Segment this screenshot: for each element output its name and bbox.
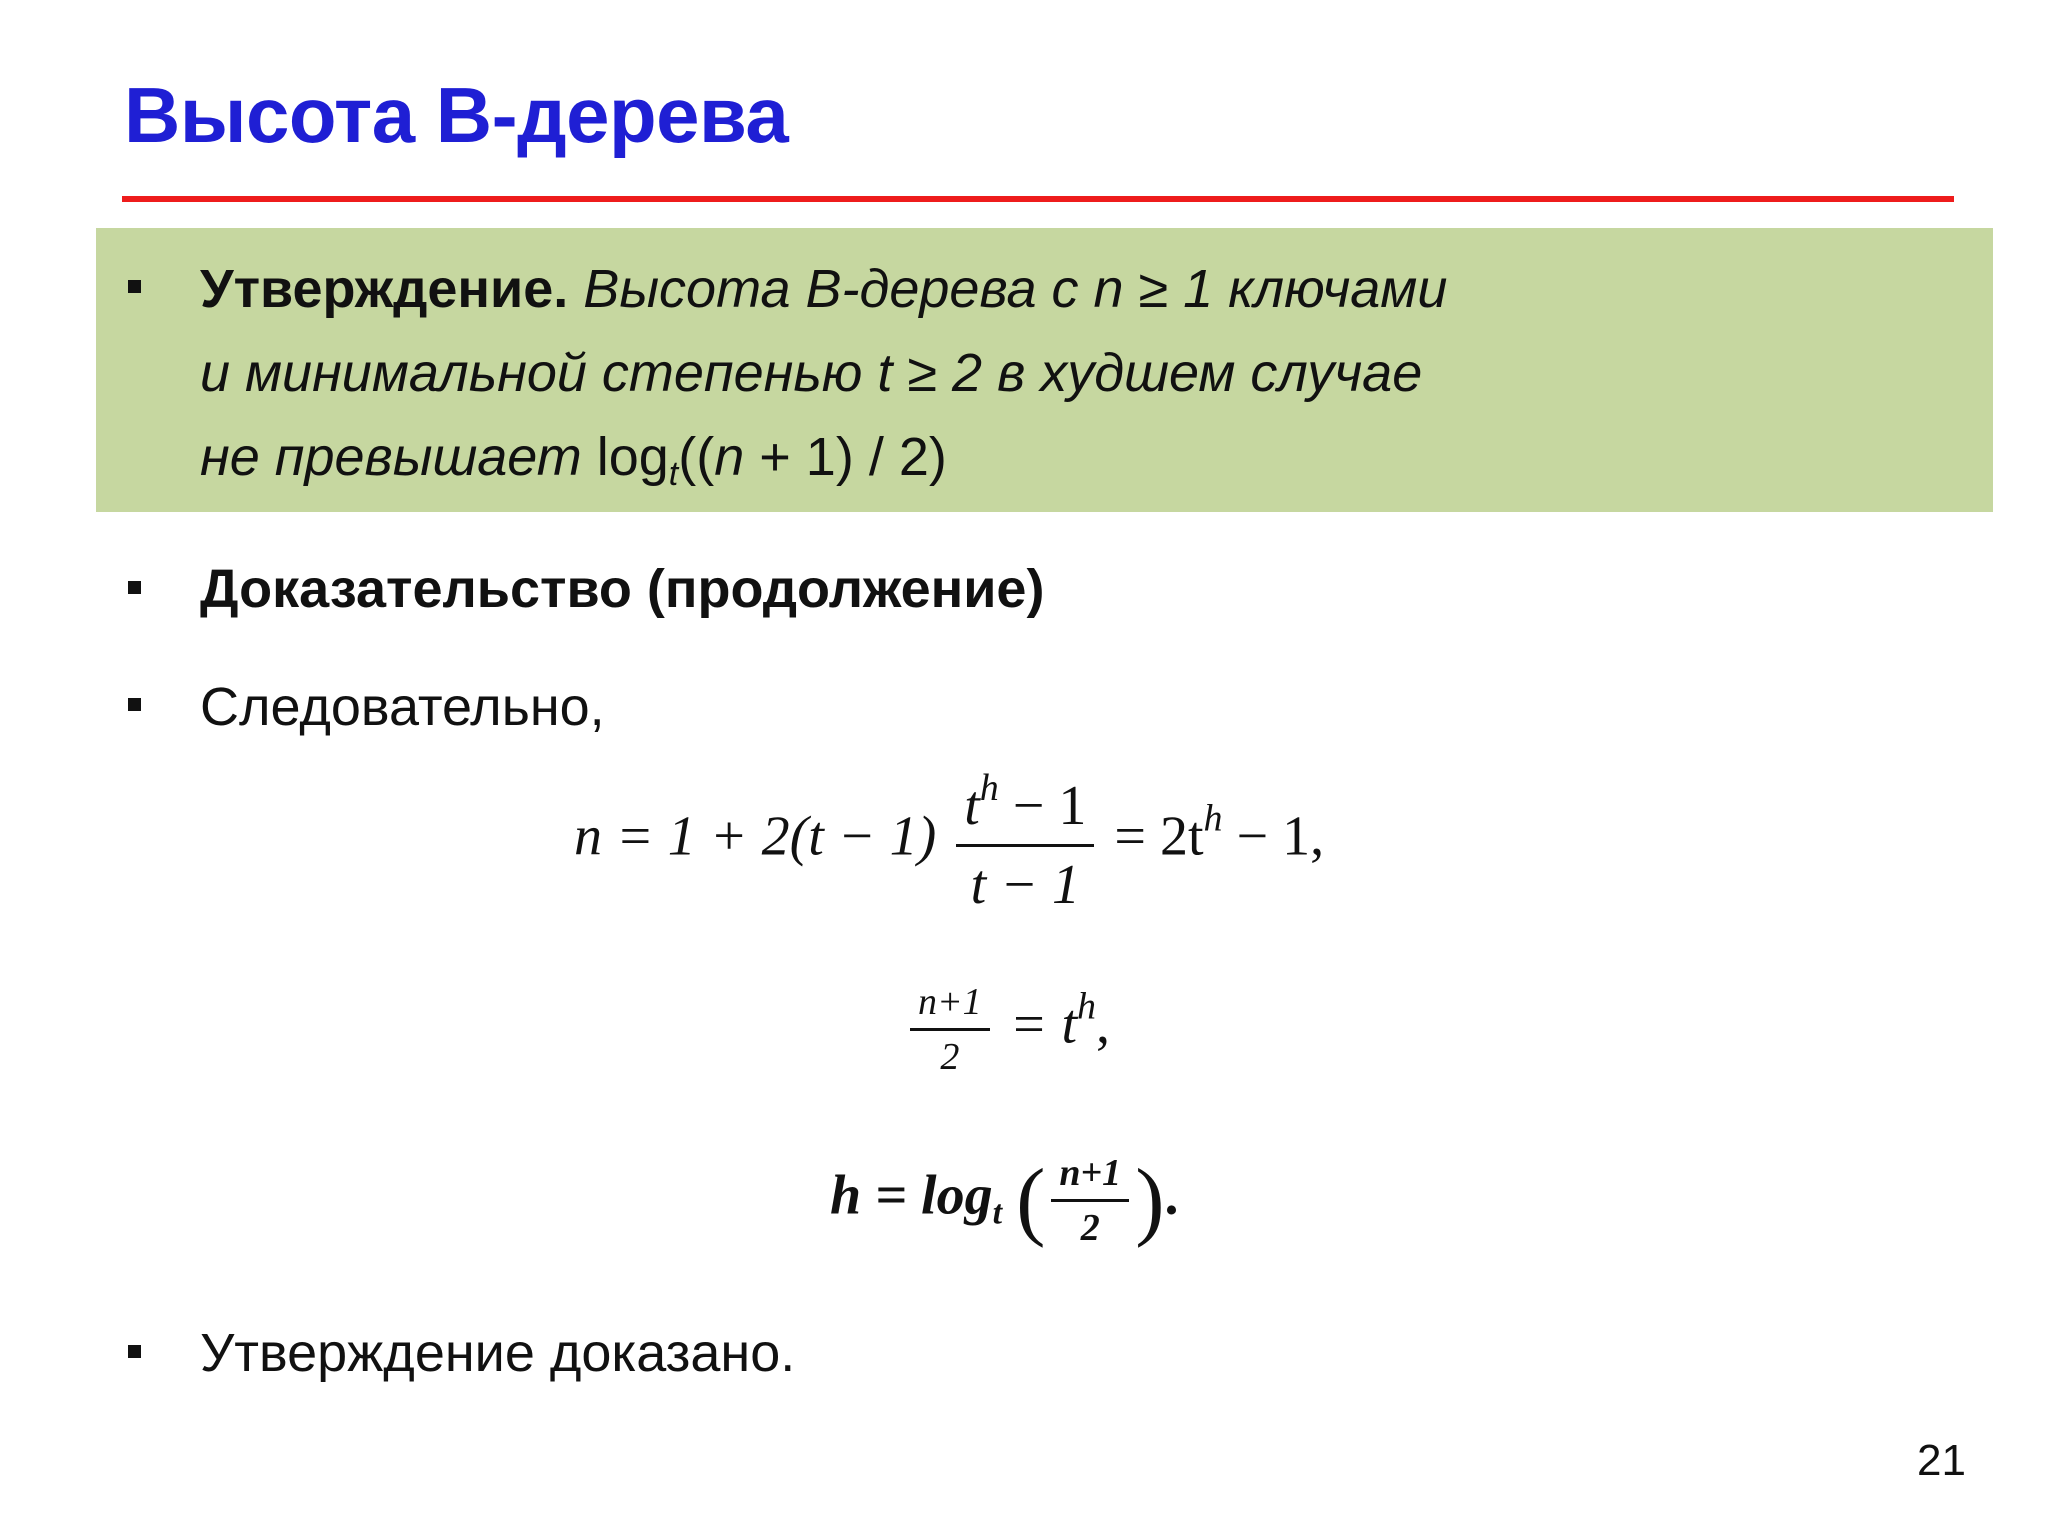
eq3-fraction (1051, 1151, 1129, 1250)
eq3-numerator: n+1 (1059, 1152, 1122, 1194)
equation-2 (904, 980, 1110, 1079)
bullet-icon (128, 1345, 141, 1358)
fraction-bar (1051, 1199, 1129, 1202)
eq1-numerator (956, 766, 1094, 838)
eq1-rhs-tail: − 1, (1222, 805, 1325, 868)
theorem-text-3: не превышает (200, 427, 582, 487)
eq1-num-base: t (964, 775, 980, 837)
eq1-fraction (956, 766, 1094, 917)
theorem-line-3 (200, 427, 947, 493)
theorem-open: (( (678, 427, 715, 487)
therefore-text: Следовательно, (200, 677, 605, 737)
theorem-line-2: и минимальной степенью t ≥ 2 в худшем случае (200, 343, 1423, 403)
eq3-lhs: h = log (830, 1164, 993, 1227)
bullet-icon (128, 280, 141, 293)
conclusion-text: Утверждение доказано. (200, 1323, 796, 1383)
proof-heading: Доказательство (продолжение) (200, 559, 1045, 619)
fraction-bar (910, 1028, 990, 1031)
eq2-rhs-tail: , (1096, 993, 1111, 1056)
eq1-num-tail: − 1 (998, 775, 1087, 837)
eq2-denominator: 2 (940, 1036, 960, 1078)
theorem-log-base: t (668, 455, 679, 493)
fraction-bar (956, 844, 1094, 847)
slide-title: Высота B-дерева (124, 71, 789, 159)
title-divider (122, 196, 1954, 202)
bullet-icon (128, 698, 141, 711)
theorem-log: log (596, 427, 669, 487)
eq3-paren-close: ) (1135, 1152, 1165, 1249)
eq2-rhs-exp: h (1077, 985, 1097, 1028)
theorem-tail: + 1) / 2) (744, 427, 947, 487)
eq3-paren-open: ( (1016, 1152, 1046, 1249)
equation-1 (574, 766, 1324, 917)
theorem-label: Утверждение. (200, 259, 569, 319)
eq3-tail: . (1164, 1164, 1179, 1227)
theorem-var-n: n (714, 427, 745, 487)
theorem-text-1: Высота B-дерева с n ≥ 1 ключами (583, 259, 1448, 319)
eq1-num-exp: h (979, 767, 999, 809)
eq2-rhs: = t (995, 993, 1078, 1056)
eq2-numerator: n+1 (918, 981, 982, 1023)
bullet-icon (128, 581, 141, 594)
page-number: 21 (1917, 1436, 1966, 1485)
eq1-rhs: = 2t (1100, 805, 1204, 868)
eq3-log-base: t (992, 1194, 1003, 1232)
eq1-rhs-exp: h (1203, 797, 1223, 840)
eq1-lhs: n = 1 + 2(t − 1) (574, 805, 937, 868)
eq2-fraction (910, 980, 990, 1079)
theorem-line-1 (200, 259, 1448, 319)
eq1-denominator: t − 1 (970, 854, 1080, 916)
equation-3 (830, 1150, 1179, 1251)
eq3-denominator: 2 (1080, 1207, 1100, 1249)
